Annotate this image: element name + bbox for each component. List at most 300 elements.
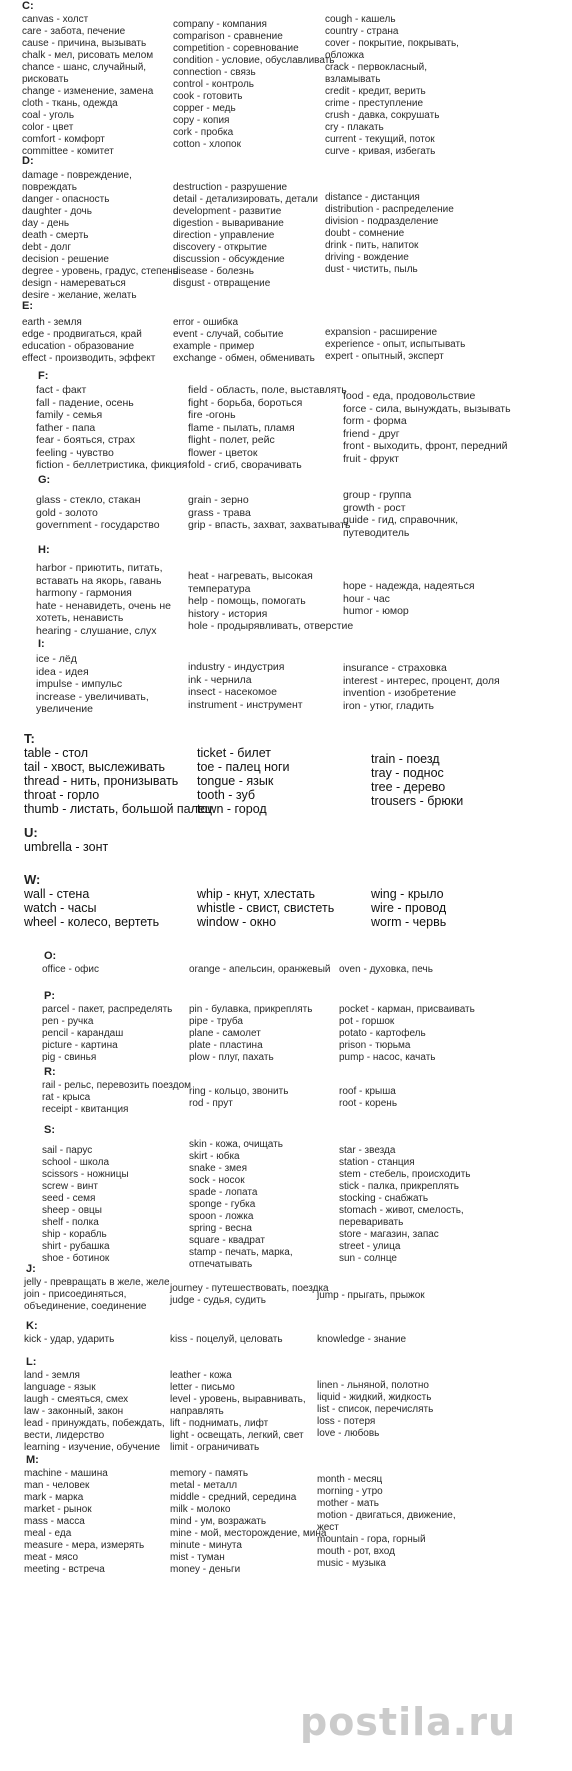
- word-entry: milk - молоко: [170, 1504, 231, 1515]
- word-entry: harmony - гармония: [36, 587, 132, 599]
- word-entry: machine - машина: [24, 1468, 108, 1479]
- word-entry: trousers - брюки: [371, 794, 464, 808]
- word-entry: money - деньги: [170, 1564, 241, 1575]
- word-entry: oven - духовка, печь: [339, 964, 433, 975]
- word-entry: sponge - губка: [189, 1199, 256, 1210]
- word-entry: drink - пить, напиток: [325, 240, 419, 251]
- word-column: [339, 1086, 397, 1110]
- word-entry: toe - палец ноги: [197, 760, 290, 774]
- word-entry: mass - масса: [24, 1516, 85, 1527]
- word-entry: current - текущий, поток: [325, 134, 435, 145]
- word-entry: plane - самолет: [189, 1028, 261, 1039]
- section-letter: C:: [22, 0, 34, 12]
- word-entry: hope - надежда, надеяться: [343, 580, 475, 592]
- word-entry: square - квадрат: [189, 1235, 265, 1246]
- word-column: [173, 19, 335, 151]
- word-entry: whip - кнут, хлестать: [197, 887, 315, 901]
- word-entry: plow - плуг, пахать: [189, 1052, 274, 1063]
- word-entry: crack - первокласный, взламывать: [325, 62, 428, 85]
- word-entry: sheep - овцы: [42, 1205, 102, 1216]
- word-column: [188, 384, 347, 472]
- word-column: [343, 390, 511, 465]
- word-column: [24, 1334, 114, 1346]
- word-entry: laugh - смеяться, смех: [24, 1394, 129, 1405]
- word-column: [325, 192, 454, 276]
- word-entry: tray - поднос: [371, 766, 444, 780]
- word-entry: heat - нагревать, высокая температура: [188, 570, 313, 595]
- word-column: [343, 580, 475, 618]
- word-entry: shoe - ботинок: [42, 1253, 110, 1264]
- word-entry: middle - средний, середина: [170, 1492, 297, 1503]
- word-entry: connection - связь: [173, 67, 256, 78]
- word-column: [24, 746, 212, 816]
- word-entry: list - список, перечислять: [317, 1404, 434, 1415]
- word-column: [36, 653, 149, 716]
- word-entry: land - земля: [24, 1370, 80, 1381]
- word-entry: tongue - язык: [197, 774, 274, 788]
- word-entry: cry - плакать: [325, 122, 384, 133]
- word-entry: competition - соревнование: [173, 43, 299, 54]
- word-entry: wheel - колесо, вертеть: [24, 915, 160, 929]
- word-entry: leather - кожа: [170, 1370, 232, 1381]
- word-entry: distance - дистанция: [325, 192, 420, 203]
- word-entry: root - корень: [339, 1098, 398, 1109]
- word-entry: cover - покрытие, покрывать, обложка: [325, 38, 459, 61]
- word-entry: help - помощь, помогать: [188, 595, 306, 607]
- word-entry: street - улица: [339, 1241, 401, 1252]
- word-entry: cook - готовить: [173, 91, 243, 102]
- word-column: [22, 14, 153, 158]
- word-entry: cotton - хлопок: [173, 139, 241, 150]
- section-letter: L:: [26, 1356, 37, 1368]
- word-entry: music - музыка: [317, 1558, 386, 1569]
- word-entry: government - государство: [36, 519, 160, 531]
- word-column: [197, 887, 334, 929]
- word-entry: hearing - слушание, слух: [36, 624, 157, 637]
- word-entry: tooth - зуб: [197, 788, 256, 802]
- word-column: [173, 182, 318, 290]
- word-column: [343, 489, 458, 539]
- word-entry: decision - решение: [22, 254, 109, 265]
- word-entry: edge - продвигаться, край: [22, 329, 142, 340]
- word-entry: event - случай, событие: [173, 329, 284, 340]
- word-entry: insurance - страховка: [343, 662, 447, 674]
- word-entry: limit - ограничивать: [170, 1442, 260, 1453]
- word-entry: ship - корабль: [42, 1229, 107, 1240]
- word-column: [36, 384, 188, 472]
- word-entry: plate - пластина: [189, 1040, 263, 1051]
- word-entry: desire - желание, желать: [22, 290, 137, 301]
- word-entry: cloth - ткань, одежда: [22, 98, 118, 109]
- word-entry: jelly - превращать в желе, желе: [24, 1277, 170, 1288]
- word-entry: danger - опасность: [22, 194, 110, 205]
- word-entry: sock - носок: [189, 1175, 245, 1186]
- word-entry: love - любовь: [317, 1428, 380, 1439]
- word-entry: skin - кожа, очищать: [189, 1139, 283, 1150]
- word-column: [42, 964, 99, 976]
- word-entry: flame - пылать, пламя: [188, 421, 295, 434]
- word-entry: fall - падение, осень: [36, 396, 134, 409]
- word-entry: ink - чернила: [188, 673, 252, 686]
- word-entry: form - форма: [343, 415, 407, 427]
- word-entry: mine - мой, месторождение, мина: [170, 1528, 327, 1539]
- word-entry: division - подразделение: [325, 216, 439, 227]
- word-column: [339, 1004, 475, 1064]
- word-entry: feeling - чувство: [36, 446, 114, 459]
- word-entry: meal - еда: [24, 1528, 72, 1539]
- word-entry: thumb - листать, большой палец: [24, 802, 213, 816]
- section-letter: T:: [24, 731, 35, 746]
- word-entry: language - язык: [24, 1382, 96, 1393]
- word-entry: digestion - вываривание: [173, 218, 284, 229]
- word-entry: coal - уголь: [22, 110, 75, 121]
- word-entry: copy - копия: [173, 115, 230, 126]
- word-entry: stocking - снабжать: [339, 1193, 429, 1204]
- word-column: [170, 1283, 329, 1307]
- word-entry: prison - тюрьма: [339, 1040, 411, 1051]
- section-letter: P:: [44, 990, 55, 1002]
- word-entry: meat - мясо: [24, 1552, 79, 1563]
- word-entry: cough - кашель: [325, 14, 396, 25]
- word-entry: mother - мать: [317, 1498, 380, 1509]
- word-entry: pump - насос, качать: [339, 1052, 436, 1063]
- word-entry: interest - интерес, процент, доля: [343, 674, 500, 687]
- word-entry: learning - изучение, обучение: [24, 1442, 161, 1453]
- word-entry: ring - кольцо, звонить: [189, 1086, 289, 1097]
- word-entry: seed - семя: [42, 1193, 96, 1204]
- word-entry: guide - гид, справочник, путеводитель: [343, 514, 459, 539]
- word-entry: family - семья: [36, 409, 103, 421]
- word-column: [339, 1145, 470, 1265]
- word-entry: design - намереваться: [22, 278, 126, 289]
- word-entry: care - забота, печение: [22, 26, 126, 37]
- word-entry: discovery - открытие: [173, 242, 267, 253]
- word-entry: watch - часы: [24, 901, 97, 915]
- word-entry: color - цвет: [22, 122, 74, 133]
- section-letter: I:: [38, 638, 45, 650]
- word-entry: company - компания: [173, 19, 267, 30]
- word-entry: shelf - полка: [42, 1217, 99, 1228]
- word-entry: daughter - дочь: [22, 206, 92, 217]
- word-entry: instrument - инструмент: [188, 698, 303, 711]
- word-entry: food - еда, продовольствие: [343, 390, 476, 402]
- word-entry: fiction - беллетристика, фикция: [36, 459, 188, 471]
- word-entry: screw - винт: [42, 1181, 99, 1192]
- word-entry: journey - путешествовать, поездка: [170, 1283, 329, 1294]
- word-entry: history - история: [188, 607, 268, 620]
- word-entry: tree - дерево: [371, 780, 446, 794]
- word-entry: development - развитие: [173, 206, 282, 217]
- word-column: [36, 494, 160, 532]
- word-column: [189, 1086, 288, 1110]
- word-entry: motion - двигаться, движение, жест: [317, 1510, 456, 1533]
- word-entry: mouth - рот, вход: [317, 1546, 395, 1557]
- word-entry: jump - прыгать, прыжок: [317, 1290, 425, 1301]
- word-entry: stem - стебель, происходить: [339, 1169, 471, 1180]
- word-entry: group - группа: [343, 489, 412, 501]
- word-column: [189, 1139, 293, 1271]
- section-letter: H:: [38, 544, 50, 556]
- word-entry: control - контроль: [173, 79, 255, 90]
- word-entry: market - рынок: [24, 1504, 92, 1515]
- word-entry: pen - ручка: [42, 1016, 94, 1027]
- word-entry: stamp - печать, марка, отпечатывать: [189, 1247, 293, 1270]
- word-entry: wing - крыло: [371, 887, 444, 901]
- word-entry: distribution - распределение: [325, 204, 454, 215]
- word-entry: letter - письмо: [170, 1382, 235, 1393]
- word-entry: rail - рельс, перевозить поездом: [42, 1080, 192, 1091]
- word-entry: insect - насекомое: [188, 686, 277, 698]
- word-column: [343, 662, 500, 712]
- section-letter: M:: [26, 1454, 39, 1466]
- word-column: [188, 661, 303, 711]
- word-entry: day - день: [22, 218, 70, 229]
- word-entry: throat - горло: [24, 788, 100, 802]
- word-entry: lift - поднимать, лифт: [170, 1418, 269, 1429]
- word-entry: shirt - рубашка: [42, 1241, 110, 1252]
- word-entry: front - выходить, фронт, передний: [343, 440, 508, 452]
- word-entry: table - стол: [24, 746, 89, 760]
- word-entry: rat - крыса: [42, 1092, 91, 1103]
- word-column: [317, 1474, 456, 1570]
- word-entry: earth - земля: [22, 317, 82, 328]
- word-entry: picture - картина: [42, 1040, 118, 1051]
- word-entry: copper - медь: [173, 103, 236, 114]
- word-entry: month - месяц: [317, 1474, 383, 1485]
- word-entry: snake - змея: [189, 1163, 248, 1174]
- word-entry: morning - утро: [317, 1486, 383, 1497]
- word-entry: pig - свинья: [42, 1052, 97, 1063]
- word-entry: stomach - живот, смелость, переваривать: [339, 1205, 464, 1228]
- word-entry: loss - потеря: [317, 1416, 376, 1427]
- word-entry: comfort - комфорт: [22, 134, 105, 145]
- word-column: [197, 746, 289, 816]
- site-watermark: postila.ru: [300, 1700, 517, 1744]
- word-column: [42, 1145, 129, 1265]
- word-entry: judge - судья, судить: [170, 1295, 266, 1306]
- word-entry: pipe - труба: [189, 1016, 243, 1027]
- word-entry: join - присоединяться, объединение, соединение: [24, 1289, 147, 1312]
- word-entry: whistle - свист, свистеть: [197, 901, 335, 915]
- word-entry: discussion - обсуждение: [173, 254, 285, 265]
- word-entry: hour - час: [343, 592, 390, 605]
- word-entry: rod - прут: [189, 1098, 233, 1109]
- word-entry: flower - цветок: [188, 446, 258, 459]
- word-column: [24, 1277, 170, 1313]
- word-entry: star - звезда: [339, 1145, 396, 1156]
- word-entry: dust - чистить, пыль: [325, 264, 418, 275]
- word-entry: mist - туман: [170, 1552, 225, 1563]
- word-column: [188, 494, 350, 532]
- word-column: [189, 964, 330, 976]
- word-column: [325, 327, 465, 363]
- word-entry: invention - изобретение: [343, 687, 457, 699]
- word-entry: harbor - приютить, питать, вставать на якорь, гавань: [36, 562, 163, 587]
- word-entry: metal - металл: [170, 1480, 238, 1491]
- word-entry: sail - парус: [42, 1145, 93, 1156]
- word-column: [170, 1334, 283, 1346]
- word-column: [325, 14, 459, 158]
- word-entry: idea - идея: [36, 665, 89, 678]
- word-entry: skirt - юбка: [189, 1151, 240, 1162]
- word-entry: tail - хвост, выслеживать: [24, 760, 166, 774]
- word-entry: exchange - обмен, обменивать: [173, 353, 315, 364]
- word-column: [42, 1080, 191, 1116]
- word-column: [24, 887, 159, 929]
- word-entry: iron - утюг, гладить: [343, 699, 434, 712]
- word-entry: wall - стена: [24, 887, 90, 901]
- word-entry: crush - давка, сокрушать: [325, 110, 440, 121]
- word-column: [317, 1334, 406, 1346]
- word-entry: change - изменение, замена: [22, 86, 154, 97]
- section-letter: F:: [38, 370, 49, 382]
- word-entry: mountain - гора, горный: [317, 1534, 426, 1545]
- word-entry: meeting - встреча: [24, 1564, 105, 1575]
- word-entry: potato - картофель: [339, 1028, 426, 1039]
- section-letter: W:: [24, 872, 41, 887]
- word-entry: disease - болезнь: [173, 266, 254, 277]
- word-entry: canvas - холст: [22, 14, 89, 25]
- section-letter: J:: [26, 1263, 36, 1275]
- word-entry: expert - опытный, эксперт: [325, 351, 444, 362]
- word-entry: disgust - отвращение: [173, 278, 271, 289]
- word-entry: field - область, поле, выставлять: [188, 384, 347, 396]
- word-entry: friend - друг: [343, 427, 400, 440]
- word-entry: grain - зерно: [188, 494, 249, 506]
- word-column: [170, 1468, 326, 1576]
- word-entry: pencil - карандаш: [42, 1028, 124, 1039]
- word-entry: hole - продырявливать, отверстие: [188, 620, 354, 632]
- word-entry: stick - палка, прикреплять: [339, 1181, 459, 1192]
- word-column: [371, 752, 463, 808]
- word-column: [22, 317, 155, 365]
- word-entry: store - магазин, запас: [339, 1229, 439, 1240]
- section-letter: K:: [26, 1320, 38, 1332]
- word-entry: cork - пробка: [173, 127, 234, 138]
- word-entry: crime - преступление: [325, 98, 424, 109]
- word-column: [317, 1290, 425, 1302]
- word-entry: kiss - поцелуй, целовать: [170, 1334, 283, 1345]
- word-entry: liquid - жидкий, жидкость: [317, 1392, 432, 1403]
- section-letter: E:: [22, 300, 33, 312]
- word-column: [317, 1380, 433, 1440]
- word-entry: credit - кредит, верить: [325, 86, 426, 97]
- section-letter: D:: [22, 155, 34, 167]
- word-column: [24, 1468, 144, 1576]
- word-entry: orange - апельсин, оранжевый: [189, 964, 331, 975]
- word-entry: grass - трава: [188, 506, 251, 519]
- word-entry: chance - шанс, случайный, рисковать: [22, 62, 147, 85]
- word-column: [170, 1370, 306, 1454]
- word-entry: station - станция: [339, 1157, 415, 1168]
- word-entry: effect - производить, эффект: [22, 353, 156, 364]
- word-entry: father - папа: [36, 421, 96, 434]
- word-entry: cause - причина, вызывать: [22, 38, 147, 49]
- word-entry: example - пример: [173, 341, 255, 352]
- word-column: [24, 840, 108, 854]
- word-entry: detail - детализировать, детали: [173, 194, 319, 205]
- word-entry: fight - борьба, бороться: [188, 396, 303, 409]
- word-entry: town - город: [197, 802, 267, 816]
- word-entry: growth - рост: [343, 501, 406, 514]
- word-entry: office - офис: [42, 964, 99, 975]
- word-entry: fruit - фрукт: [343, 452, 399, 465]
- word-entry: scissors - ножницы: [42, 1169, 129, 1180]
- word-entry: pin - булавка, прикреплять: [189, 1004, 313, 1015]
- word-entry: pocket - карман, присваивать: [339, 1004, 475, 1015]
- word-entry: gold - золото: [36, 506, 98, 519]
- word-entry: knowledge - знание: [317, 1334, 407, 1345]
- word-entry: fire -огонь: [188, 409, 236, 421]
- word-entry: sun - солнце: [339, 1253, 397, 1264]
- word-column: [36, 562, 171, 637]
- word-column: [188, 570, 353, 633]
- word-entry: flight - полет, рейс: [188, 434, 275, 446]
- word-entry: wire - провод: [371, 901, 447, 915]
- word-column: [189, 1004, 312, 1064]
- word-entry: grip - впасть, захват, захватывать: [188, 519, 351, 531]
- word-entry: impulse - импульс: [36, 678, 123, 690]
- word-column: [22, 170, 178, 302]
- section-letter: R:: [44, 1066, 56, 1078]
- word-entry: committee - комитет: [22, 146, 114, 157]
- word-entry: industry - индустрия: [188, 661, 285, 673]
- word-entry: receipt - квитанция: [42, 1104, 129, 1115]
- word-entry: hate - ненавидеть, очень не хотеть, ненависть: [36, 599, 171, 624]
- word-entry: ice - лёд: [36, 653, 77, 665]
- word-entry: fold - сгиб, сворачивать: [188, 459, 302, 471]
- word-entry: glass - стекло, стакан: [36, 494, 141, 506]
- word-entry: measure - мера, измерять: [24, 1540, 145, 1551]
- word-entry: curve - кривая, избегать: [325, 146, 436, 157]
- word-entry: window - окно: [197, 915, 277, 929]
- word-entry: man - человек: [24, 1480, 90, 1491]
- word-entry: minute - минута: [170, 1540, 242, 1551]
- word-entry: mark - марка: [24, 1492, 84, 1503]
- word-entry: country - страна: [325, 26, 399, 37]
- word-entry: lead - принуждать, побеждать, вести, лидерство: [24, 1418, 165, 1441]
- word-entry: memory - память: [170, 1468, 249, 1479]
- word-entry: law - законный, закон: [24, 1406, 124, 1417]
- word-entry: spring - весна: [189, 1223, 252, 1234]
- word-entry: worm - червь: [371, 915, 447, 929]
- word-entry: humor - юмор: [343, 605, 409, 617]
- word-entry: chalk - мел, рисовать мелом: [22, 50, 154, 61]
- word-entry: destruction - разрушение: [173, 182, 288, 193]
- word-column: [371, 887, 446, 929]
- word-entry: pot - горшок: [339, 1016, 395, 1027]
- word-entry: umbrella - зонт: [24, 840, 109, 854]
- word-entry: debt - долг: [22, 242, 72, 253]
- word-entry: force - сила, вынуждать, вызывать: [343, 402, 511, 415]
- word-column: [24, 1370, 165, 1454]
- word-entry: mind - ум, возражать: [170, 1516, 267, 1527]
- section-letter: O:: [44, 950, 57, 962]
- word-entry: linen - льняной, полотно: [317, 1380, 429, 1391]
- word-entry: thread - нить, пронизывать: [24, 774, 179, 788]
- word-entry: driving - вождение: [325, 252, 409, 263]
- word-entry: direction - управление: [173, 230, 275, 241]
- word-entry: train - поезд: [371, 752, 440, 766]
- word-entry: fear - бояться, страх: [36, 434, 136, 446]
- word-column: [173, 317, 315, 365]
- word-entry: school - школа: [42, 1157, 110, 1168]
- word-entry: condition - условие, обуславливать: [173, 55, 335, 66]
- section-letter: U:: [24, 825, 38, 840]
- word-entry: light - освещать, легкий, свет: [170, 1430, 304, 1441]
- word-entry: degree - уровень, градус, степень: [22, 266, 178, 277]
- word-entry: spade - лопата: [189, 1187, 258, 1198]
